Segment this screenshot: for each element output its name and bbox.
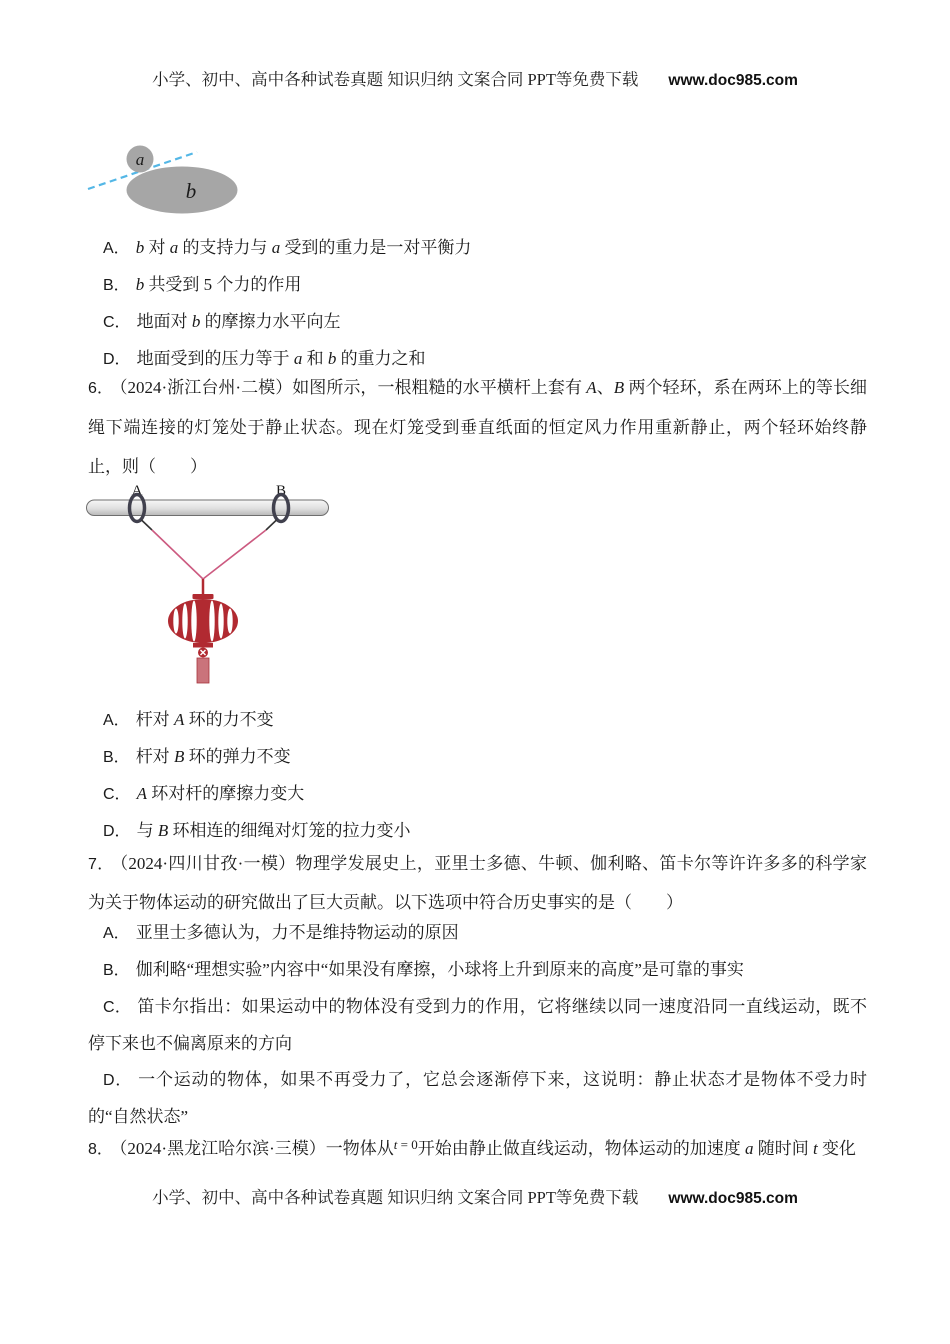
q6-options [88,702,867,850]
q7-option-d [88,1062,867,1135]
q6-stem [88,368,867,486]
lantern-rib-slit [182,604,187,639]
q6-figure-lantern [85,484,333,701]
ring-a-label: A [131,484,143,499]
option-letter: D． [103,1072,133,1089]
q6-option-a [88,702,867,739]
lantern-rib-slit [218,604,223,639]
q5-figure-stones [85,134,250,223]
ring-b-label: B [275,484,287,499]
string-b [203,530,266,579]
page-footer [0,1184,950,1208]
lantern-figure-svg [85,484,333,696]
string-b-dark-segment [266,520,277,530]
lantern-tassel [197,658,209,683]
stone-a-label: a [135,150,145,169]
option-letter: D． [103,823,131,840]
q7-stem-text: （2024·四川甘孜·一模）物理学发展史上，亚里士多德、牛顿、伽利略、笛卡尔等许许多多的科学家为关于物体运动的研究做出了巨大贡献。以下选项中符合历史事实的是（ ） [88,854,868,912]
q5-option-b [88,267,867,304]
option-letter: A． [103,925,130,942]
footer-promo-text: 小学、初中、高中各种试卷真题 知识归纳 文案合同 PPT等免费下载 [152,1188,639,1207]
option-letter: B． [103,962,130,979]
q7-option-c [88,989,867,1062]
q7-option-a [88,915,867,952]
option-letter: B． [103,749,130,766]
q8-stem-text: （2024·黑龙江哈尔滨·三模）一物体从$^t$ $^{= 0}$开始由静止做直线运动，物体运动的加速度 a 随时间 t 变化 [118,1137,856,1158]
option-letter: A． [103,712,130,729]
string-a [152,530,203,579]
q7-option-b [88,952,867,989]
q8-stem [88,1130,867,1169]
option-text: b 对 a 的支持力与 a 受到的重力是一对平衡力 [135,238,472,257]
q8-number: 8． [88,1141,113,1158]
option-letter: C． [103,314,131,331]
option-text: 与 B 环相连的细绳对灯笼的拉力变小 [136,821,411,840]
lantern-rib-slit [191,601,196,642]
header-site-url[interactable]: www.doc985.com [668,72,798,89]
lantern-rib-slit [209,601,214,642]
q7-stem [88,845,867,922]
string-a-dark-segment [142,520,153,530]
header-promo-text: 小学、初中、高中各种试卷真题 知识归纳 文案合同 PPT等免费下载 [152,70,639,89]
option-letter: C． [103,786,131,803]
q5-option-a [88,230,867,267]
stone-b-label: b [185,179,197,203]
stone-b-ellipse [127,167,238,214]
option-text: b 共受到 5 个力的作用 [135,275,302,294]
stones-figure-svg [85,134,250,218]
q6-option-b [88,739,867,776]
option-letter: A． [103,240,130,257]
option-text: 笛卡尔指出：如果运动中的物体没有受到力的作用，它将继续以同一速度沿同一直线运动，既不停下来也不偏离原来的方向 [88,997,867,1053]
q5-option-c [88,304,867,341]
option-text: 杆对 A 环的力不变 [135,710,274,729]
q6-number: 6． [88,380,113,397]
option-letter: D． [103,351,131,368]
option-text: 一个运动的物体，如果不再受力了，它总会逐渐停下来，这说明：静止状态才是物体不受力时的“自然状态” [88,1070,867,1126]
q7-options [88,915,867,1135]
option-text: A 环对杆的摩擦力变大 [136,784,305,803]
horizontal-rod [87,500,329,516]
option-letter: C． [103,999,132,1016]
option-text: 伽利略“理想实验”内容中“如果没有摩擦，小球将上升到原来的高度”是可靠的事实 [135,960,744,979]
q6-option-c [88,776,867,813]
option-text: 杆对 B 环的弹力不变 [135,747,291,766]
option-text: 地面受到的压力等于 a 和 b 的重力之和 [136,349,426,368]
q7-number: 7． [88,856,114,873]
option-letter: B． [103,277,130,294]
q6-stem-text: （2024·浙江台州·二模）如图所示，一根粗糙的水平横杆上套有 A、B 两个轻环，系在两环上的等长细绳下端连接的灯笼处于静止状态。现在灯笼受到垂直纸面的恒定风力作用重新静止，两个轻环始终静止，则（ ） [88,378,868,476]
lantern-top-cap [193,594,214,599]
option-text: 亚里士多德认为，力不是维持物运动的原因 [135,923,459,942]
footer-site-url[interactable]: www.doc985.com [668,1190,798,1207]
lantern-bottom-bar [193,643,213,648]
lantern-rib-slit [227,609,232,634]
page-header [0,66,950,90]
lantern-rib-slit [173,609,178,634]
q5-options [88,230,867,378]
option-text: 地面对 b 的摩擦力水平向左 [136,312,341,331]
